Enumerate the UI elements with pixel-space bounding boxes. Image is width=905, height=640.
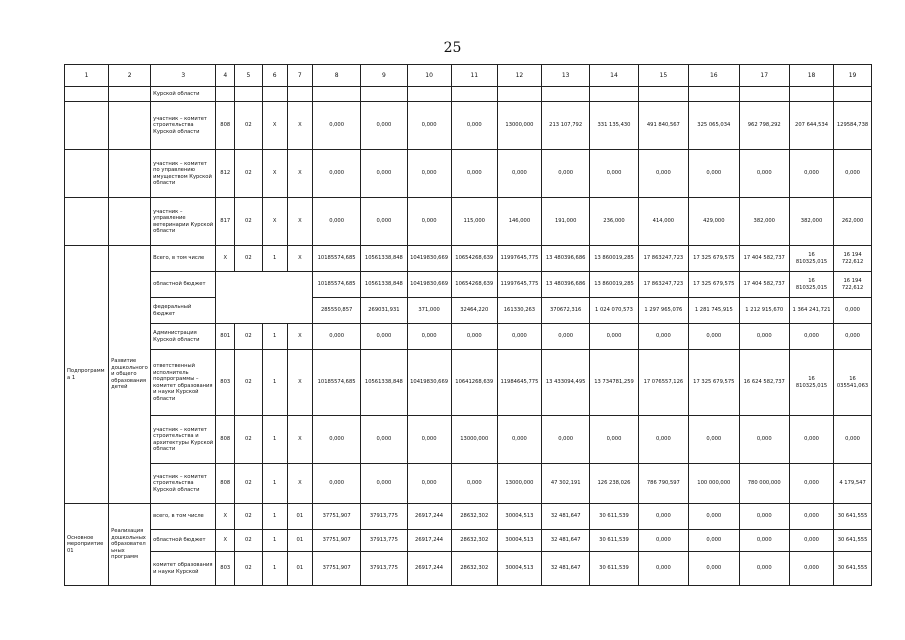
table-cell: 13000,000	[497, 102, 541, 150]
table-cell: Х	[262, 198, 287, 246]
column-number: 19	[834, 65, 872, 87]
table-cell: 17 863247,723	[638, 272, 688, 298]
table-cell: 17 404 582,737	[739, 272, 789, 298]
table-cell: 191,000	[542, 198, 590, 246]
table-cell	[65, 150, 109, 198]
table-cell: 0,000	[451, 102, 497, 150]
main-event-name: Реализация дошкольных образовательных программ	[109, 504, 151, 586]
table-cell: 30 611,539	[590, 504, 638, 530]
table-cell: 962 798,292	[739, 102, 789, 150]
table-cell: участник – комитет строительства Курской области	[151, 102, 216, 150]
table-cell: федеральный бюджет	[151, 298, 216, 324]
table-cell: 100 000,000	[689, 464, 739, 504]
column-number: 18	[789, 65, 833, 87]
table-cell: 0,000	[312, 324, 360, 350]
table-cell: 13 860019,285	[590, 246, 638, 272]
table-cell	[542, 87, 590, 102]
table-row	[65, 324, 872, 350]
table-cell	[109, 150, 151, 198]
table-cell: 10561338,848	[361, 246, 407, 272]
table-cell: 30004,513	[497, 504, 541, 530]
table-cell: 01	[287, 552, 312, 586]
table-cell: 0,000	[312, 150, 360, 198]
table-cell: 0,000	[312, 102, 360, 150]
table-cell: 126 238,026	[590, 464, 638, 504]
table-cell: 26917,244	[407, 530, 451, 552]
table-cell: 32 481,647	[542, 530, 590, 552]
column-number: 3	[151, 65, 216, 87]
table-cell	[638, 87, 688, 102]
table-cell: 13 734781,259	[590, 350, 638, 416]
table-cell: 37913,775	[361, 504, 407, 530]
table-cell: 16 810325,015	[789, 246, 833, 272]
table-row	[65, 272, 872, 298]
table-cell: 0,000	[361, 150, 407, 198]
table-cell: 16 810325,015	[789, 272, 833, 298]
table-cell: 269031,931	[361, 298, 407, 324]
table-cell	[497, 87, 541, 102]
table-row	[65, 298, 872, 324]
table-cell: 0,000	[312, 198, 360, 246]
column-number: 7	[287, 65, 312, 87]
table-cell: 10561338,848	[361, 272, 407, 298]
table-cell: 02	[235, 198, 262, 246]
table-cell: Х	[287, 464, 312, 504]
table-cell: 0,000	[689, 324, 739, 350]
table-cell	[789, 87, 833, 102]
table-cell: 0,000	[739, 552, 789, 586]
table-cell: 0,000	[689, 416, 739, 464]
table-cell: 13 480396,686	[542, 246, 590, 272]
table-cell: 16 624 582,737	[739, 350, 789, 416]
table-cell: 0,000	[789, 552, 833, 586]
table-cell: 491 840,567	[638, 102, 688, 150]
table-cell: Администрация Курской области	[151, 324, 216, 350]
table-cell: 115,000	[451, 198, 497, 246]
column-number: 1	[65, 65, 109, 87]
column-number: 17	[739, 65, 789, 87]
column-number: 9	[361, 65, 407, 87]
subprogram-name: Развитие дошкольного и общего образования детей	[109, 246, 151, 504]
table-cell: 236,000	[590, 198, 638, 246]
table-cell: 13 433094,495	[542, 350, 590, 416]
table-cell: 16 194 722,612	[834, 246, 872, 272]
table-cell: 1	[262, 464, 287, 504]
table-cell	[689, 87, 739, 102]
table-cell: 0,000	[361, 102, 407, 150]
table-row	[65, 87, 872, 102]
table-cell: 26917,244	[407, 552, 451, 586]
table-cell: 30 641,555	[834, 504, 872, 530]
table-cell: 02	[235, 350, 262, 416]
table-cell: 1	[262, 416, 287, 464]
table-cell: 17 404 582,737	[739, 246, 789, 272]
table-cell	[65, 198, 109, 246]
table-cell: 02	[235, 504, 262, 530]
table-cell: 0,000	[497, 416, 541, 464]
table-cell: 0,000	[834, 324, 872, 350]
table-cell: 10185574,685	[312, 272, 360, 298]
table-cell: 13000,000	[451, 416, 497, 464]
table-cell: 0,000	[739, 416, 789, 464]
table-cell: 146,000	[497, 198, 541, 246]
table-cell: всего, в том числе	[151, 504, 216, 530]
table-cell	[65, 102, 109, 150]
table-cell: Х	[287, 324, 312, 350]
table-cell: 32 481,647	[542, 504, 590, 530]
table-cell: 02	[235, 416, 262, 464]
column-number: 11	[451, 65, 497, 87]
table-cell: 0,000	[834, 298, 872, 324]
table-cell: 0,000	[361, 324, 407, 350]
table-cell: 28632,302	[451, 504, 497, 530]
column-number: 10	[407, 65, 451, 87]
page-number: 25	[443, 40, 462, 56]
table-cell	[109, 102, 151, 150]
table-cell: 10561338,848	[361, 350, 407, 416]
table-cell: 0,000	[407, 198, 451, 246]
table-cell: 13 480396,686	[542, 272, 590, 298]
table-cell	[216, 87, 235, 102]
table-row	[65, 530, 872, 552]
table-cell: 0,000	[542, 324, 590, 350]
table-cell: 0,000	[542, 416, 590, 464]
table-cell: 37913,775	[361, 530, 407, 552]
table-cell: Х	[287, 416, 312, 464]
table-cell: 0,000	[689, 552, 739, 586]
column-number: 12	[497, 65, 541, 87]
table-cell: 11997645,775	[497, 272, 541, 298]
table-cell: 30 641,555	[834, 530, 872, 552]
table-cell: 0,000	[789, 324, 833, 350]
table-cell: 37751,907	[312, 504, 360, 530]
table-cell: 16 035541,063	[834, 350, 872, 416]
table-row	[65, 102, 872, 150]
table-cell: ответственный исполнитель подпрограммы – комитет образования и науки Курской области	[151, 350, 216, 416]
table-cell: 0,000	[497, 324, 541, 350]
table-cell: 02	[235, 102, 262, 150]
table-cell: 786 790,597	[638, 464, 688, 504]
table-cell: 0,000	[451, 324, 497, 350]
table-cell: 37913,775	[361, 552, 407, 586]
table-cell: 10419830,669	[407, 246, 451, 272]
table-cell: 0,000	[789, 530, 833, 552]
table-cell: Х	[216, 246, 235, 272]
table-cell	[65, 87, 109, 102]
table-cell: 0,000	[407, 150, 451, 198]
table-cell: 331 135,430	[590, 102, 638, 150]
table-cell: 213 107,792	[542, 102, 590, 150]
table-cell: 10419830,669	[407, 350, 451, 416]
table-cell: 0,000	[638, 416, 688, 464]
table-cell: участник – комитет строительства Курской области	[151, 464, 216, 504]
table-cell: 0,000	[407, 416, 451, 464]
table-cell: Х	[287, 198, 312, 246]
table-cell	[312, 87, 360, 102]
table-cell	[590, 87, 638, 102]
column-number: 16	[689, 65, 739, 87]
column-number: 5	[235, 65, 262, 87]
table-cell: 17 325 679,575	[689, 350, 739, 416]
table-cell: 0,000	[739, 150, 789, 198]
table-cell: 10419830,669	[407, 272, 451, 298]
table-cell	[109, 87, 151, 102]
table-cell: 801	[216, 324, 235, 350]
table-cell: 780 000,000	[739, 464, 789, 504]
table-cell: 02	[235, 150, 262, 198]
table-cell: 325 065,034	[689, 102, 739, 150]
table-cell: 26917,244	[407, 504, 451, 530]
table-cell: 0,000	[407, 324, 451, 350]
table-cell: 16 194 722,612	[834, 272, 872, 298]
table-cell: 28632,302	[451, 530, 497, 552]
table-cell: 1	[262, 350, 287, 416]
table-cell: 30004,513	[497, 530, 541, 552]
table-row	[65, 350, 872, 416]
table-cell: 0,000	[834, 150, 872, 198]
table-cell: 0,000	[739, 530, 789, 552]
table-cell: 0,000	[312, 464, 360, 504]
table-cell: 0,000	[590, 416, 638, 464]
column-number: 13	[542, 65, 590, 87]
table-cell	[235, 87, 262, 102]
table-cell	[287, 87, 312, 102]
column-number: 6	[262, 65, 287, 87]
table-cell: областной бюджет	[151, 272, 216, 298]
table-cell: 0,000	[638, 150, 688, 198]
table-cell: 10654268,639	[451, 246, 497, 272]
table-cell: 47 302,191	[542, 464, 590, 504]
table-cell: 812	[216, 150, 235, 198]
table-cell: Х	[216, 504, 235, 530]
table-cell: 414,000	[638, 198, 688, 246]
table-row	[65, 246, 872, 272]
table-row	[65, 464, 872, 504]
table-cell: 30 611,539	[590, 552, 638, 586]
table-cell: 0,000	[739, 324, 789, 350]
table-cell: областной бюджет	[151, 530, 216, 552]
column-number: 8	[312, 65, 360, 87]
merged-code-cell	[216, 272, 313, 324]
table-cell: 0,000	[312, 416, 360, 464]
table-cell: 129584,738	[834, 102, 872, 150]
table-cell: 0,000	[689, 530, 739, 552]
table-cell: 02	[235, 552, 262, 586]
table-cell: 17 076557,126	[638, 350, 688, 416]
table-cell: 0,000	[789, 416, 833, 464]
table-cell: 0,000	[638, 530, 688, 552]
table-cell: 30004,513	[497, 552, 541, 586]
table-cell: 817	[216, 198, 235, 246]
column-number: 4	[216, 65, 235, 87]
table-cell	[739, 87, 789, 102]
table-cell: 808	[216, 416, 235, 464]
table-cell: 0,000	[407, 102, 451, 150]
table-cell: 370672,316	[542, 298, 590, 324]
table-cell: 371,000	[407, 298, 451, 324]
table-cell: 0,000	[789, 464, 833, 504]
table-cell: 02	[235, 464, 262, 504]
table-cell: Всего, в том числе	[151, 246, 216, 272]
table-cell: 0,000	[739, 504, 789, 530]
table-cell: 0,000	[689, 150, 739, 198]
table-cell: 0,000	[590, 150, 638, 198]
table-cell: Х	[216, 530, 235, 552]
table-cell	[109, 198, 151, 246]
table-cell: Х	[262, 150, 287, 198]
table-cell: участник – управление ветеринарии Курской области	[151, 198, 216, 246]
table-row	[65, 198, 872, 246]
table-cell: 1	[262, 504, 287, 530]
table-cell: 1	[262, 530, 287, 552]
table-cell: 0,000	[497, 150, 541, 198]
table-cell: 0,000	[542, 150, 590, 198]
column-number-row	[65, 65, 872, 87]
table-cell: 382,000	[789, 198, 833, 246]
table-cell: 02	[235, 246, 262, 272]
table-cell: 37751,907	[312, 552, 360, 586]
table-cell: 207 644,534	[789, 102, 833, 150]
table-cell: Х	[287, 150, 312, 198]
table-cell	[262, 87, 287, 102]
table-row	[65, 150, 872, 198]
table-cell: 17 863247,723	[638, 246, 688, 272]
table-cell: 37751,907	[312, 530, 360, 552]
table-cell: Х	[287, 350, 312, 416]
table-cell: 1 281 745,915	[689, 298, 739, 324]
table-cell: 10185574,685	[312, 350, 360, 416]
table-cell: 0,000	[361, 464, 407, 504]
table-cell: 11997645,775	[497, 246, 541, 272]
table-cell: 161330,263	[497, 298, 541, 324]
table-cell: 32464,220	[451, 298, 497, 324]
table-cell: 0,000	[361, 416, 407, 464]
table-cell: 17 325 679,575	[689, 272, 739, 298]
table-cell: 0,000	[590, 324, 638, 350]
table-cell: 382,000	[739, 198, 789, 246]
table-cell: участник – комитет по управлению имуществом Курской области	[151, 150, 216, 198]
table-cell: 1	[262, 324, 287, 350]
table-cell: 1 364 241,721	[789, 298, 833, 324]
table-cell: 0,000	[451, 464, 497, 504]
table-cell: 13000,000	[497, 464, 541, 504]
table-cell: 0,000	[834, 416, 872, 464]
table-cell: 02	[235, 324, 262, 350]
table-cell: 10185574,685	[312, 246, 360, 272]
table-cell: 803	[216, 350, 235, 416]
table-cell: 0,000	[638, 504, 688, 530]
table-cell: 32 481,647	[542, 552, 590, 586]
table-cell: 10641268,639	[451, 350, 497, 416]
table-cell: Х	[262, 102, 287, 150]
table-cell: 1	[262, 552, 287, 586]
table-cell: 0,000	[451, 150, 497, 198]
table-cell: комитет образования и науки Курской	[151, 552, 216, 586]
column-number: 14	[590, 65, 638, 87]
column-number: 15	[638, 65, 688, 87]
budget-table	[64, 64, 872, 586]
table-cell: участник – комитет строительства и архитектуры Курской области	[151, 416, 216, 464]
table-cell: Х	[287, 246, 312, 272]
table-cell: 10654268,639	[451, 272, 497, 298]
table-cell: Курской области	[151, 87, 216, 102]
table-cell	[451, 87, 497, 102]
table-cell: 01	[287, 504, 312, 530]
table-cell: 16 810325,015	[789, 350, 833, 416]
table-cell: 4 179,547	[834, 464, 872, 504]
table-cell: 0,000	[407, 464, 451, 504]
table-cell: 808	[216, 102, 235, 150]
table-cell: 429,000	[689, 198, 739, 246]
table-cell: 0,000	[789, 504, 833, 530]
table-cell: 1 024 070,573	[590, 298, 638, 324]
table-cell: 11984645,775	[497, 350, 541, 416]
main-event-label: Основное мероприятие 01	[65, 504, 109, 586]
table-row	[65, 552, 872, 586]
table-cell: 01	[287, 530, 312, 552]
column-number: 2	[109, 65, 151, 87]
table-cell: 0,000	[361, 198, 407, 246]
table-cell: 0,000	[638, 552, 688, 586]
table-cell	[361, 87, 407, 102]
table-cell: 30 641,555	[834, 552, 872, 586]
table-cell	[407, 87, 451, 102]
table-cell: 262,000	[834, 198, 872, 246]
table-cell: 803	[216, 552, 235, 586]
table-cell: 0,000	[638, 324, 688, 350]
table-cell: 28632,302	[451, 552, 497, 586]
table-row	[65, 504, 872, 530]
table-cell: 13 860019,285	[590, 272, 638, 298]
subprogram-label: Подпрограмма 1	[65, 246, 109, 504]
table-cell: 30 611,539	[590, 530, 638, 552]
table-cell: 808	[216, 464, 235, 504]
table-cell	[834, 87, 872, 102]
table-cell: 285550,857	[312, 298, 360, 324]
table-cell: Х	[287, 102, 312, 150]
table-cell: 0,000	[789, 150, 833, 198]
table-cell: 1	[262, 246, 287, 272]
table-cell: 0,000	[689, 504, 739, 530]
table-row	[65, 416, 872, 464]
table-cell: 02	[235, 530, 262, 552]
table-cell: 17 325 679,575	[689, 246, 739, 272]
table-cell: 1 297 965,076	[638, 298, 688, 324]
table-cell: 1 212 915,670	[739, 298, 789, 324]
